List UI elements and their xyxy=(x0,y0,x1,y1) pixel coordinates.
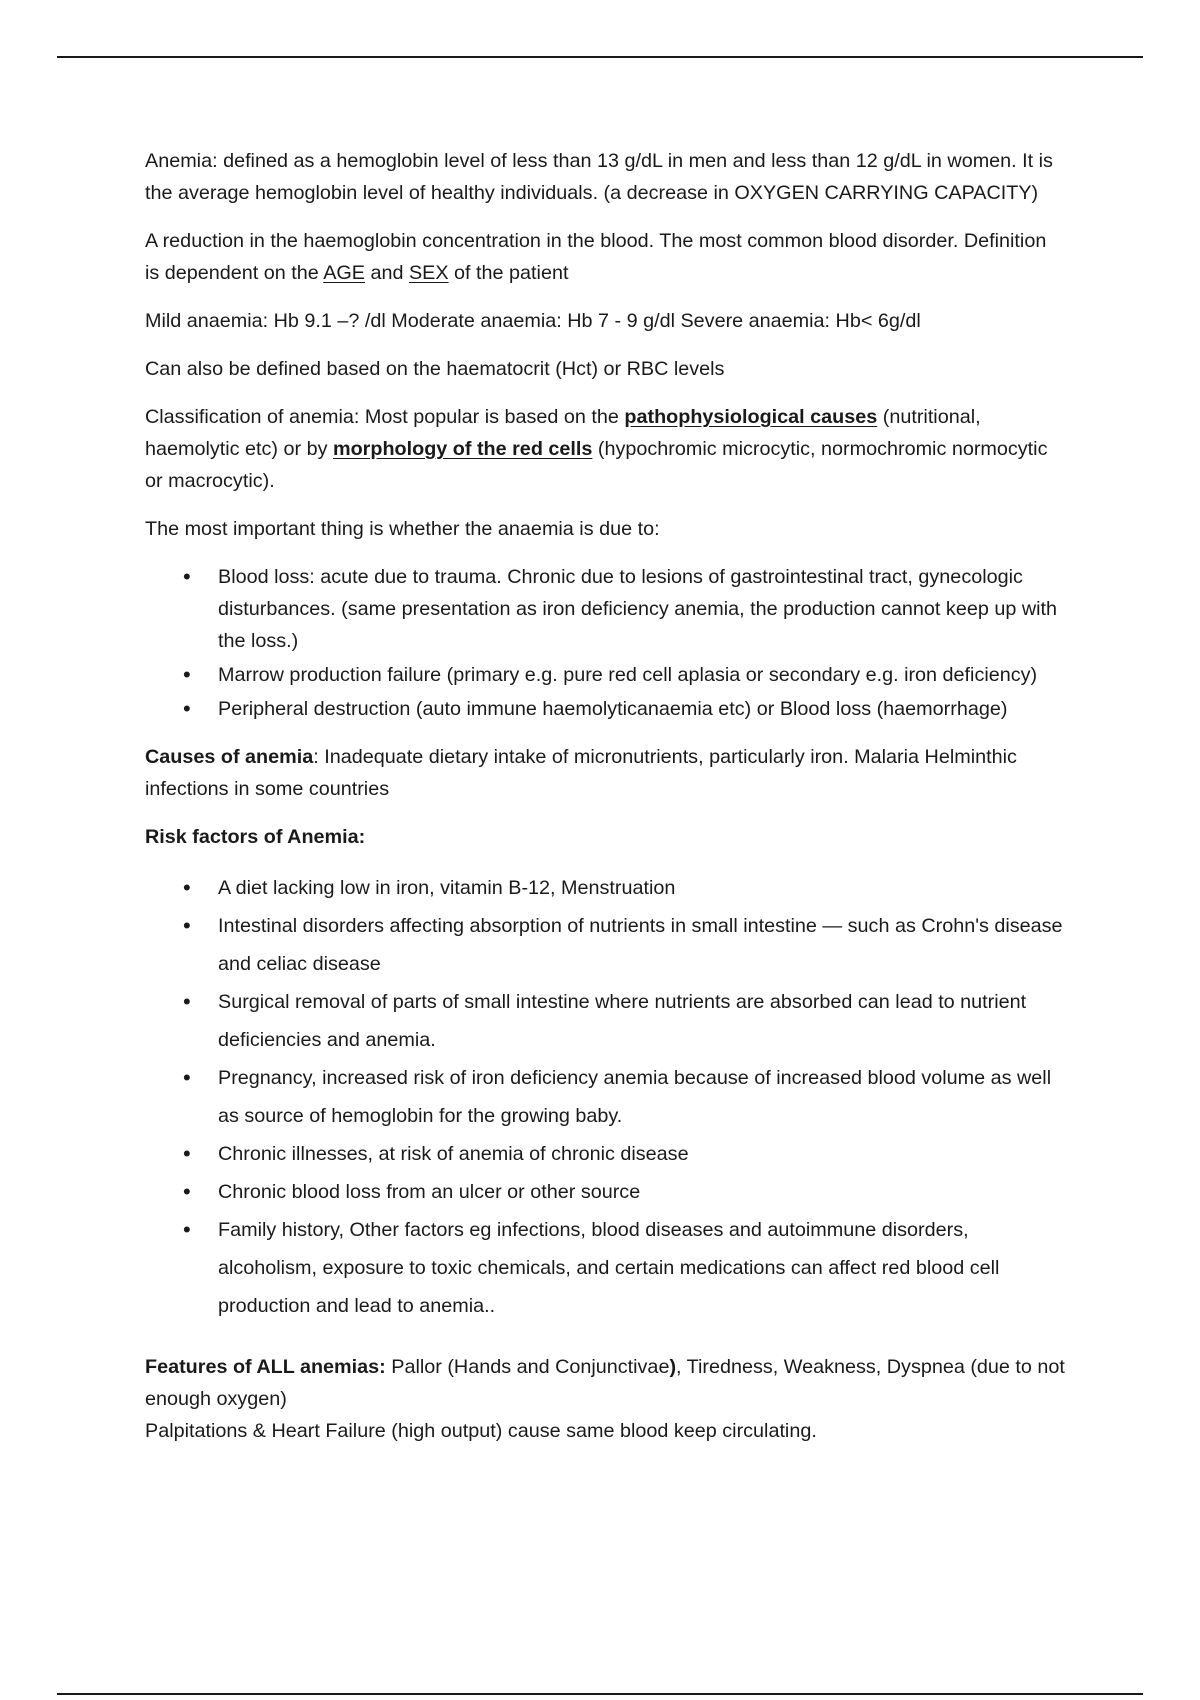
features-paren: ) xyxy=(669,1356,677,1378)
list-item: • Peripheral destruction (auto immune haemolyticanaemia etc) or Blood loss (haemorrhage) xyxy=(145,693,1065,725)
age-term: AGE xyxy=(323,262,365,284)
causes-label: Causes of anemia xyxy=(145,746,314,768)
document-body xyxy=(145,145,1065,1463)
features-paragraph xyxy=(145,1351,1065,1415)
risk-heading: Risk factors of Anemia: xyxy=(145,826,366,848)
list-item: • Surgical removal of parts of small intestine where nutrients are absorbed can lead to nutrient deficiencies and anemia. xyxy=(145,983,1065,1059)
classification-paragraph xyxy=(145,401,1065,497)
list-item: • Chronic blood loss from an ulcer or other source xyxy=(145,1173,1065,1211)
morphology-term: morphology of the red cells xyxy=(333,438,593,460)
due-to-list xyxy=(145,561,1065,725)
list-item: • Pregnancy, increased risk of iron deficiency anemia because of increased blood volume as well as source of hemoglobin for the growing baby. xyxy=(145,1059,1065,1135)
causes-text: : Inadequate dietary intake of micronutrients, particularly iron. Malaria Helminthic infections in some countries xyxy=(145,746,1017,800)
causes-paragraph xyxy=(145,741,1065,805)
reduction-paragraph xyxy=(145,225,1065,289)
top-rule xyxy=(57,56,1143,58)
classification-text-middle: (nutritional, haemolytic etc) or by xyxy=(145,406,981,460)
palpitations-line: Palpitations & Heart Failure (high output) cause same blood keep circulating. xyxy=(145,1420,817,1442)
classification-text-start: Classification of anemia: Most popular is based on the xyxy=(145,406,625,428)
list-item: • Intestinal disorders affecting absorption of nutrients in small intestine — such as Crohn's disease and celiac disease xyxy=(145,907,1065,983)
list-item: • Chronic illnesses, at risk of anemia of chronic disease xyxy=(145,1135,1065,1173)
bottom-rule xyxy=(57,1693,1143,1695)
list-item: • Marrow production failure (primary e.g. pure red cell aplasia or secondary e.g. iron deficiency) xyxy=(145,659,1065,691)
classification-text-end: (hypochromic microcytic, normochromic normocytic or macrocytic). xyxy=(145,438,1048,492)
sex-term: SEX xyxy=(408,262,449,284)
list-item: • Family history, Other factors eg infections, blood diseases and autoimmune disorders, alcoholism, exposure to toxic chemicals, and certain medications can affect red blood cell production and lead to anemia.. xyxy=(145,1211,1065,1325)
list-item: • A diet lacking low in iron, vitamin B-12, Menstruation xyxy=(145,869,1065,907)
important-intro: The most important thing is whether the anaemia is due to: xyxy=(145,518,660,540)
features-text-end: , Tiredness, Weakness, Dyspnea (due to not enough oxygen) xyxy=(145,1356,1065,1410)
hct-paragraph: Can also be defined based on the haematocrit (Hct) or RBC levels xyxy=(145,358,725,380)
features-label: Features of ALL anemias: xyxy=(145,1356,386,1378)
definition-paragraph: Anemia: defined as a hemoglobin level of less than 13 g/dL in men and less than 12 g/dL in women. It is the average hemoglobin level of healthy individuals. (a decrease in OXYGEN CARRYING CAPACITY) xyxy=(145,150,1053,204)
pathophysiological-causes-term: pathophysiological causes xyxy=(624,406,878,428)
features-text-start: Pallor (Hands and Conjunctivae xyxy=(385,1356,670,1378)
list-item: • Blood loss: acute due to trauma. Chronic due to lesions of gastrointestinal tract, gynecologic disturbances. (same presentation as iron deficiency anemia, the production cannot keep up with the loss.) xyxy=(145,561,1065,657)
reduction-text-start: A reduction in the haemoglobin concentration in the blood. The most common blood disorder. Definition is dependent on the xyxy=(145,230,1047,284)
risk-factors-list xyxy=(145,869,1065,1325)
reduction-and: and xyxy=(364,262,409,284)
severity-paragraph: Mild anaemia: Hb 9.1 –? /dl Moderate anaemia: Hb 7 - 9 g/dl Severe anaemia: Hb< 6g/dl xyxy=(145,310,921,332)
reduction-text-end: of the patient xyxy=(448,262,569,284)
